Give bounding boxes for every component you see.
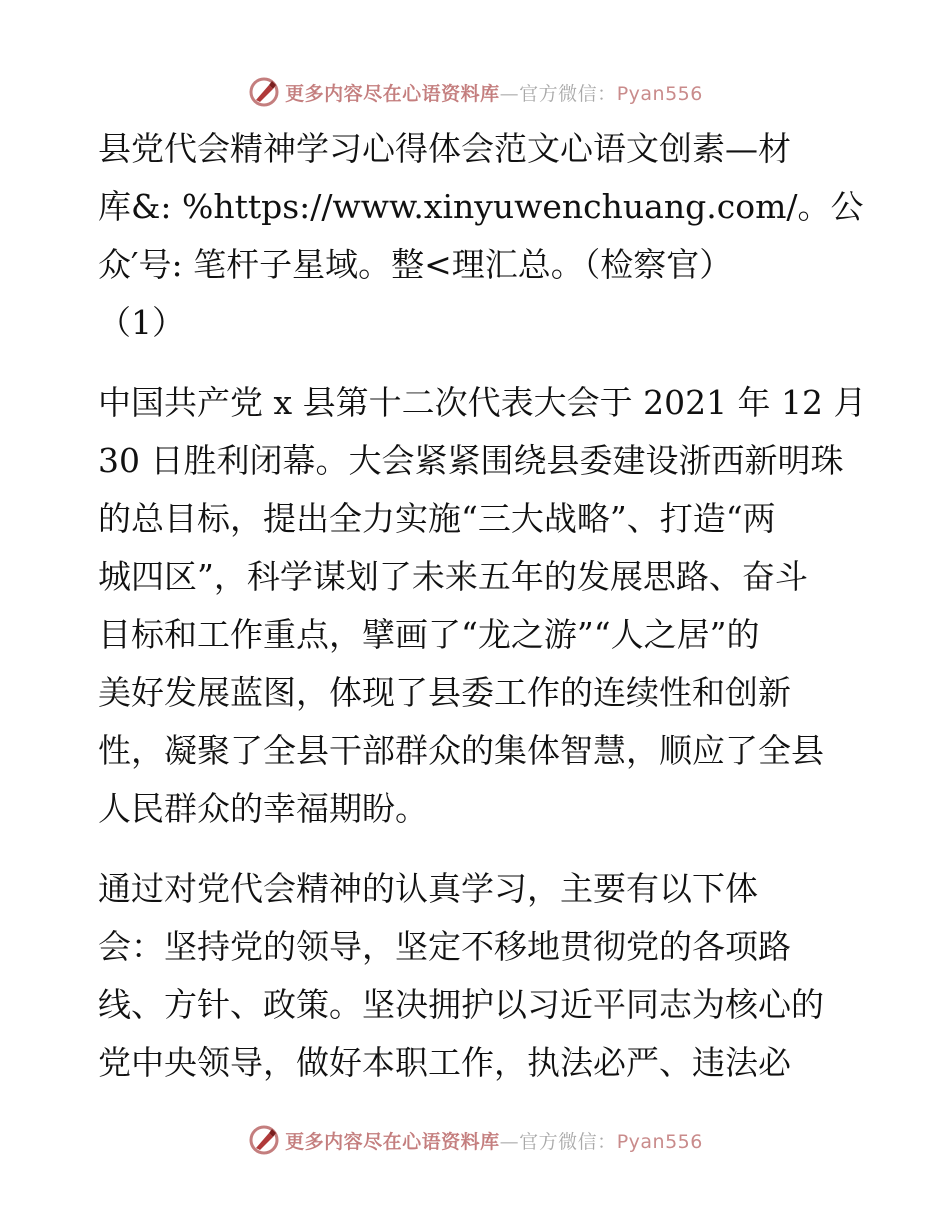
banner-account: Pyan556 <box>616 82 703 105</box>
paragraph-line: 会：坚持党的领导，坚定不移地贯彻党的各项路 <box>98 927 791 966</box>
title-line: （1） <box>98 303 185 342</box>
banner-account: Pyan556 <box>616 1130 703 1153</box>
banner-wechat-label: 官方微信： <box>519 82 617 105</box>
banner-main-text: 更多内容尽在心语资料库 <box>285 82 500 105</box>
paragraph-line: 目标和工作重点，擘画了“龙之游”“人之居”的 <box>98 615 760 654</box>
paragraph-line: 党中央领导，做好本职工作，执法必严、违法必 <box>98 1043 791 1082</box>
banner-text <box>285 1127 703 1154</box>
paragraph-line: 线、方针、政策。坚决拥护以习近平同志为核心的 <box>98 985 824 1024</box>
title-line: 众′号: 笔杆子星域。整<理汇总。（检察官） <box>98 245 733 284</box>
banner-wechat-label: 官方微信： <box>519 1130 617 1153</box>
pen-logo-icon <box>247 75 281 109</box>
title-line: 库&: %https://www.xinyuwenchuang.com/。公 <box>98 187 864 226</box>
paragraph-line: 通过对党代会精神的认真学习，主要有以下体 <box>98 869 758 908</box>
footer-banner <box>0 1120 950 1160</box>
paragraph-line: 美好发展蓝图，体现了县委工作的连续性和创新 <box>98 673 791 712</box>
header-banner <box>0 72 950 112</box>
banner-text <box>285 79 703 106</box>
paragraph-line: 的总目标，提出全力实施“三大战略”、打造“两 <box>98 499 776 538</box>
paragraph-line: 人民群众的幸福期盼。 <box>98 789 428 828</box>
title-line: 县党代会精神学习心得体会范文心语文创素—材 <box>98 129 791 168</box>
paragraph-2 <box>98 860 868 1092</box>
paragraph-line: 中国共产党 x 县第十二次代表大会于 2021 年 12 月 <box>98 383 867 422</box>
banner-separator: — <box>499 1130 520 1153</box>
document-title <box>98 120 868 352</box>
paragraph-1 <box>98 374 868 838</box>
paragraph-line: 性，凝聚了全县干部群众的集体智慧，顺应了全县 <box>98 731 824 770</box>
paragraph-line: 城四区”，科学谋划了未来五年的发展思路、奋斗 <box>98 557 808 596</box>
banner-main-text: 更多内容尽在心语资料库 <box>285 1130 500 1153</box>
banner-separator: — <box>499 82 520 105</box>
document-body <box>98 120 868 1092</box>
paragraph-line: 30 日胜利闭幕。大会紧紧围绕县委建设浙西新明珠 <box>98 441 844 480</box>
pen-logo-icon <box>247 1123 281 1157</box>
